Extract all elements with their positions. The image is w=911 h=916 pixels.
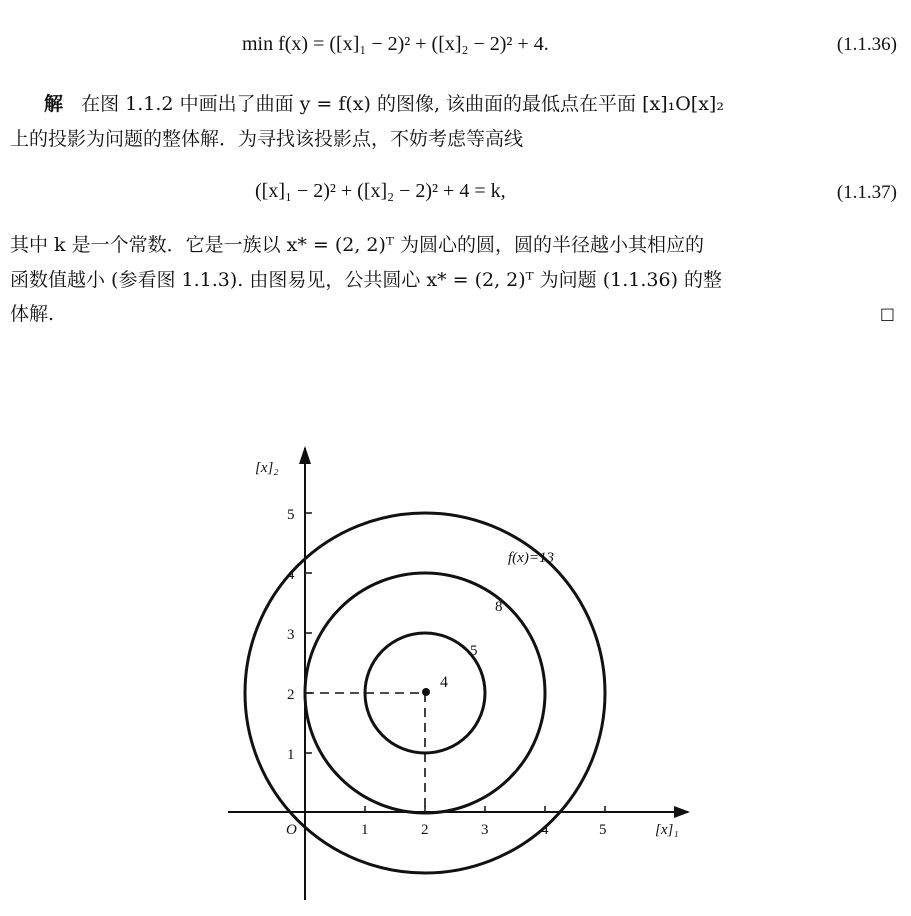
solution-text-1: 在图 1.1.2 中画出了曲面 y = f(x) 的图像, 该曲面的最低点在平面 [x]₁O[x]₂ xyxy=(81,93,724,115)
equation-number-1-1-36: (1.1.36) xyxy=(836,34,897,55)
center-label: 4 xyxy=(440,674,448,691)
x-axis-arrow xyxy=(674,806,690,818)
equation-1-1-36: min f(x) = ([x]₁ − 2)² + ([x]₂ − 2)² + 4. xyxy=(242,33,549,55)
y-tick-label-1: 1 xyxy=(287,747,295,763)
x-tick-label-2: 2 xyxy=(421,822,429,838)
para2-line-3: 体解. xyxy=(10,303,55,325)
x-tick-label-3: 3 xyxy=(481,822,489,838)
contour-label-8: 8 xyxy=(495,599,503,615)
y-axis-label: [x]₂ xyxy=(255,460,279,476)
x-axis-label: [x]₁ xyxy=(655,822,679,838)
equation-1-1-37: ([x]₁ − 2)² + ([x]₂ − 2)² + 4 = k, xyxy=(255,180,506,202)
equation-number-1-1-37: (1.1.37) xyxy=(836,182,897,203)
center-point xyxy=(422,688,430,696)
solution-line-2: 上的投影为问题的整体解．为寻找该投影点，不妨考虑等高线 xyxy=(10,128,524,150)
y-tick-label-3: 3 xyxy=(287,627,295,643)
contour-label-5: 5 xyxy=(470,643,478,659)
para2-line-1: 其中 k 是一个常数．它是一族以 x* = (2, 2)ᵀ 为圆心的圆，圆的半径越小其相应的 xyxy=(10,234,704,256)
x-tick-label-1: 1 xyxy=(361,822,369,838)
y-tick-label-2: 2 xyxy=(287,687,295,703)
x-tick-label-5: 5 xyxy=(599,822,607,838)
contour-label-13: f(x)=13 xyxy=(508,550,554,566)
y-tick-label-4: 4 xyxy=(287,567,295,583)
para2-line-2: 函数值越小 (参看图 1.1.3). 由图易见，公共圆心 x* = (2, 2)ᵀ 为问题 (1.1.36) 的整 xyxy=(10,269,723,291)
y-axis-arrow xyxy=(299,446,311,464)
qed-symbol: □ xyxy=(879,304,895,323)
origin-label: O xyxy=(286,822,297,838)
solution-label: 解 xyxy=(44,93,64,115)
y-tick-label-5: 5 xyxy=(287,507,295,523)
x-tick-label-4: 4 xyxy=(541,822,549,838)
